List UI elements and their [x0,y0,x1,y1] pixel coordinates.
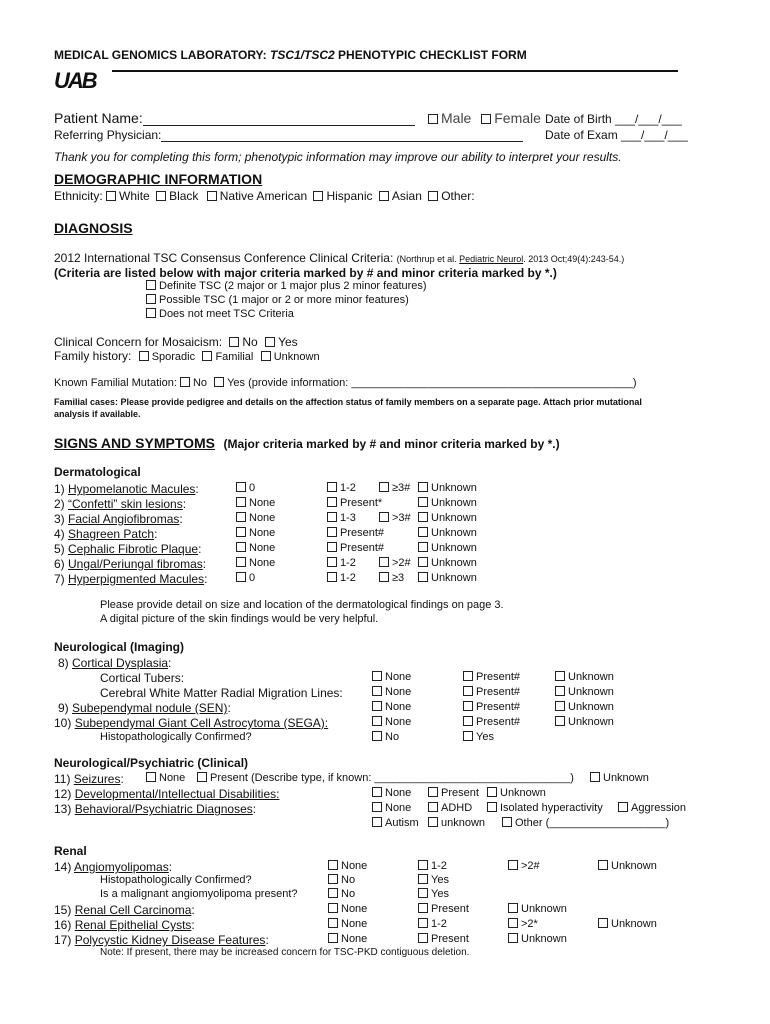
derm-option-unknown[interactable]: Unknown [418,542,477,554]
derm-option-2[interactable]: Present# [327,542,384,554]
checkbox[interactable] [236,512,246,522]
rcc-unknown[interactable]: Unknown [508,903,567,915]
derm-option-2[interactable]: Present# [327,527,384,539]
fam-familial[interactable]: Familial [202,349,253,363]
aml-histo-yes[interactable]: Yes [418,874,449,886]
aml-malig-label: Is a malignant angiomyolipoma present? [100,888,298,900]
pkd-none[interactable]: None [328,933,367,945]
derm-option-1[interactable]: None [236,542,275,554]
aml-histo-no[interactable]: No [328,874,355,886]
checkbox[interactable] [236,482,246,492]
cwm-none[interactable]: None [372,686,411,698]
female-option[interactable]: Female [481,110,541,126]
beh-autism[interactable]: Autism [372,817,419,829]
derm-option-1[interactable]: 0 [236,482,255,494]
checkbox[interactable] [379,572,389,582]
eth-white[interactable]: White [106,189,150,203]
mutation-row: Known Familial Mutation: No Yes (provide information: ______________________________________________) [54,377,637,389]
checkbox[interactable] [327,482,337,492]
checkbox[interactable] [236,572,246,582]
cwm-present[interactable]: Present# [463,686,520,698]
derm-option-2[interactable]: 1-3 [327,512,356,524]
mosaic-yes[interactable]: Yes [265,335,298,349]
seizures-present[interactable]: Present (Describe type, if known: ________________________________) [197,772,574,784]
derm-option-2[interactable]: 1-2 [327,482,356,494]
checkbox[interactable] [379,557,389,567]
checkbox[interactable] [418,527,428,537]
dx-possible[interactable]: Possible TSC (1 major or 2 or more minor features) [146,294,409,306]
rcc-present[interactable]: Present [418,903,469,915]
checkbox[interactable] [327,572,337,582]
checkbox[interactable] [236,557,246,567]
derm-item-label: 3) Facial Angiofibromas: [54,512,183,526]
patient-name-field[interactable]: Patient Name: [54,110,415,126]
dev-present[interactable]: Present [428,787,479,799]
sega-unknown[interactable]: Unknown [555,716,614,728]
checkbox[interactable] [418,572,428,582]
checkbox[interactable] [327,542,337,552]
derm-option-2[interactable]: 1-2 [327,572,356,584]
mutation-no[interactable]: No [180,377,207,389]
criteria-line: 2012 International TSC Consensus Conference Clinical Criteria: (Northrup et al. Pediatric Neurol. 2013 Oct;49(4):243-54.) [54,251,625,265]
derm-option-2[interactable]: Present* [327,497,382,509]
cwm-unknown[interactable]: Unknown [555,686,614,698]
derm-note-1: Please provide detail on size and location of the dermatological findings on page 3. [100,599,504,611]
ethnicity-row: Ethnicity: White Black Native American Hispanic Asian Other: [54,189,475,203]
sega-histo-label: Histopathologically Confirmed? [100,731,252,743]
derm-item-label: 5) Cephalic Fibrotic Plaque: [54,542,202,556]
tubers-none[interactable]: None [372,671,411,683]
rcc-none[interactable]: None [328,903,367,915]
checkbox[interactable] [418,512,428,522]
mutation-yes[interactable]: Yes (provide information: ______________________________________________) [214,377,636,389]
checkbox[interactable] [481,114,491,124]
cysts-unknown[interactable]: Unknown [598,918,657,930]
fam-sporadic[interactable]: Sporadic [139,349,195,363]
male-option[interactable]: Male [428,110,471,126]
derm-option-unknown[interactable]: Unknown [418,527,477,539]
cysts-gt2[interactable]: >2* [508,918,538,930]
dev-unknown[interactable]: Unknown [487,787,546,799]
cysts-none[interactable]: None [328,918,367,930]
form-title: MEDICAL GENOMICS LABORATORY: TSC1/TSC2 PHENOTYPIC CHECKLIST FORM [54,48,527,62]
demographic-title: DEMOGRAPHIC INFORMATION [54,171,263,187]
checkbox[interactable] [418,542,428,552]
checkbox[interactable] [418,482,428,492]
pkd-note: Note: If present, there may be increased concern for TSC-PKD contiguous deletion. [100,947,470,958]
item-15: 15) Renal Cell Carcinoma: [54,903,195,917]
dx-definite[interactable]: Definite TSC (2 major or 1 major plus 2 minor features) [146,280,427,292]
derm-item-label: 2) “Confetti” skin lesions: [54,497,187,511]
derm-item-label: 6) Ungal/Periungal fibromas: [54,557,207,571]
checkbox[interactable] [379,512,389,522]
aml-malig-no[interactable]: No [328,888,355,900]
derm-option-1[interactable]: None [236,557,275,569]
derm-option-1[interactable]: None [236,527,275,539]
derm-option-1[interactable]: 0 [236,572,255,584]
item-11: 11) Seizures: [54,772,124,786]
derm-option-3[interactable]: >3# [379,512,411,524]
header-rule [112,70,678,72]
familial-note-1: Familial cases: Please provide pedigree and details on the affection status of family members on a separate page. Attach prior mutational [54,397,642,407]
beh-other[interactable]: Other (___________________) [502,817,669,829]
renal-title: Renal [54,844,87,858]
eth-hispanic[interactable]: Hispanic [313,189,372,203]
sega-histo-no[interactable]: No [372,731,399,743]
cwm-label: Cerebral White Matter Radial Migration Lines: [100,686,343,700]
beh-unknown[interactable]: unknown [428,817,485,829]
beh-isolated[interactable]: Isolated hyperactivity [487,802,603,814]
familial-note-2: analysis if available. [54,409,141,419]
derm-item-label: 4) Shagreen Patch: [54,527,158,541]
family-history-row: Family history: Sporadic Familial Unknown [54,349,320,363]
checkbox[interactable] [418,557,428,567]
eth-native[interactable]: Native American [207,189,307,203]
checkbox[interactable] [379,482,389,492]
aml-malig-yes[interactable]: Yes [418,888,449,900]
eth-black[interactable]: Black [156,189,198,203]
beh-none[interactable]: None [372,802,411,814]
mosaic-no[interactable]: No [229,335,257,349]
aml-gt2[interactable]: >2# [508,860,540,872]
beh-adhd[interactable]: ADHD [428,802,472,814]
item-10: 10) Subependymal Giant Cell Astrocytoma (SEGA): [54,716,329,730]
derm-note-2: A digital picture of the skin findings would be very helpful. [100,613,379,625]
sega-histo-yes[interactable]: Yes [463,731,494,743]
sega-present[interactable]: Present# [463,716,520,728]
derm-option-unknown[interactable]: Unknown [418,572,477,584]
pkd-present[interactable]: Present [418,933,469,945]
neuro-title: Neurological (Imaging) [54,640,185,654]
seizures-unknown[interactable]: Unknown [590,772,649,784]
item-8: 8) Cortical Dysplasia: [58,656,172,670]
tubers-unknown[interactable]: Unknown [555,671,614,683]
sen-present[interactable]: Present# [463,701,520,713]
sen-none[interactable]: None [372,701,411,713]
eth-asian[interactable]: Asian [379,189,422,203]
seizures-none[interactable]: None [146,772,185,784]
derm-option-3[interactable]: ≥3 [379,572,404,584]
checkbox[interactable] [327,557,337,567]
checkbox[interactable] [327,512,337,522]
checkbox[interactable] [428,114,438,124]
checkbox[interactable] [236,497,246,507]
derm-option-1[interactable]: None [236,497,275,509]
derm-item-label: 7) Hyperpigmented Macules: [54,572,208,586]
item-13: 13) Behavioral/Psychiatric Diagnoses: [54,802,257,816]
tubers-label: Cortical Tubers: [100,671,185,685]
pkd-unknown[interactable]: Unknown [508,933,567,945]
derm-item-label: 1) Hypomelanotic Macules: [54,482,199,496]
dev-none[interactable]: None [372,787,411,799]
derm-option-unknown[interactable]: Unknown [418,497,477,509]
derm-option-unknown[interactable]: Unknown [418,557,477,569]
sex-options [428,110,541,126]
aml-none[interactable]: None [328,860,367,872]
criteria-note: (Criteria are listed below with major criteria marked by # and minor criteria marked by *.) [54,266,557,280]
sen-unknown[interactable]: Unknown [555,701,614,713]
checkbox[interactable] [327,527,337,537]
derm-option-1[interactable]: None [236,512,275,524]
doe-field[interactable]: Date of Exam ___/___/___ [545,128,688,142]
fam-unknown[interactable]: Unknown [261,349,320,363]
item-16: 16) Renal Epithelial Cysts: [54,918,195,932]
item-17: 17) Polycystic Kidney Disease Features: [54,933,269,947]
aml-unknown[interactable]: Unknown [598,860,657,872]
item-12: 12) Developmental/Intellectual Disabilities: [54,787,280,801]
item-9: 9) Subependymal nodule (SEN): [58,701,231,715]
checkbox[interactable] [418,497,428,507]
derm-option-2[interactable]: 1-2 [327,557,356,569]
physician-field[interactable]: Referring Physician: [54,128,523,142]
eth-other[interactable]: Other: [428,189,474,203]
derm-option-3[interactable]: ≥3# [379,482,410,494]
checkbox[interactable] [327,497,337,507]
derm-option-unknown[interactable]: Unknown [418,512,477,524]
beh-aggression[interactable]: Aggression [618,802,686,814]
tubers-present[interactable]: Present# [463,671,520,683]
mosaicism-row: Clinical Concern for Mosaicism: No Yes [54,335,298,349]
thanks-note: Thank you for completing this form; phenotypic information may improve our ability to interpret your results. [54,150,622,164]
derm-option-unknown[interactable]: Unknown [418,482,477,494]
dob-field[interactable]: Date of Birth ___/___/___ [545,112,682,126]
derm-title: Dermatological [54,465,141,479]
svg-text:UAB: UAB [54,70,96,90]
aml-histo-label: Histopathologically Confirmed? [100,874,252,886]
psych-title: Neurological/Psychiatric (Clinical) [54,756,249,770]
cysts-1-2[interactable]: 1-2 [418,918,447,930]
item-14: 14) Angiomyolipomas: [54,860,173,874]
checkbox[interactable] [236,542,246,552]
uab-logo [54,70,110,90]
checkbox[interactable] [236,527,246,537]
aml-1-2[interactable]: 1-2 [418,860,447,872]
diagnosis-title: DIAGNOSIS [54,220,133,236]
derm-option-3[interactable]: >2# [379,557,411,569]
dx-not-meet[interactable]: Does not meet TSC Criteria [146,308,294,320]
signs-header: SIGNS AND SYMPTOMS (Major criteria marked by # and minor criteria marked by *.) [54,435,560,451]
sega-none[interactable]: None [372,716,411,728]
